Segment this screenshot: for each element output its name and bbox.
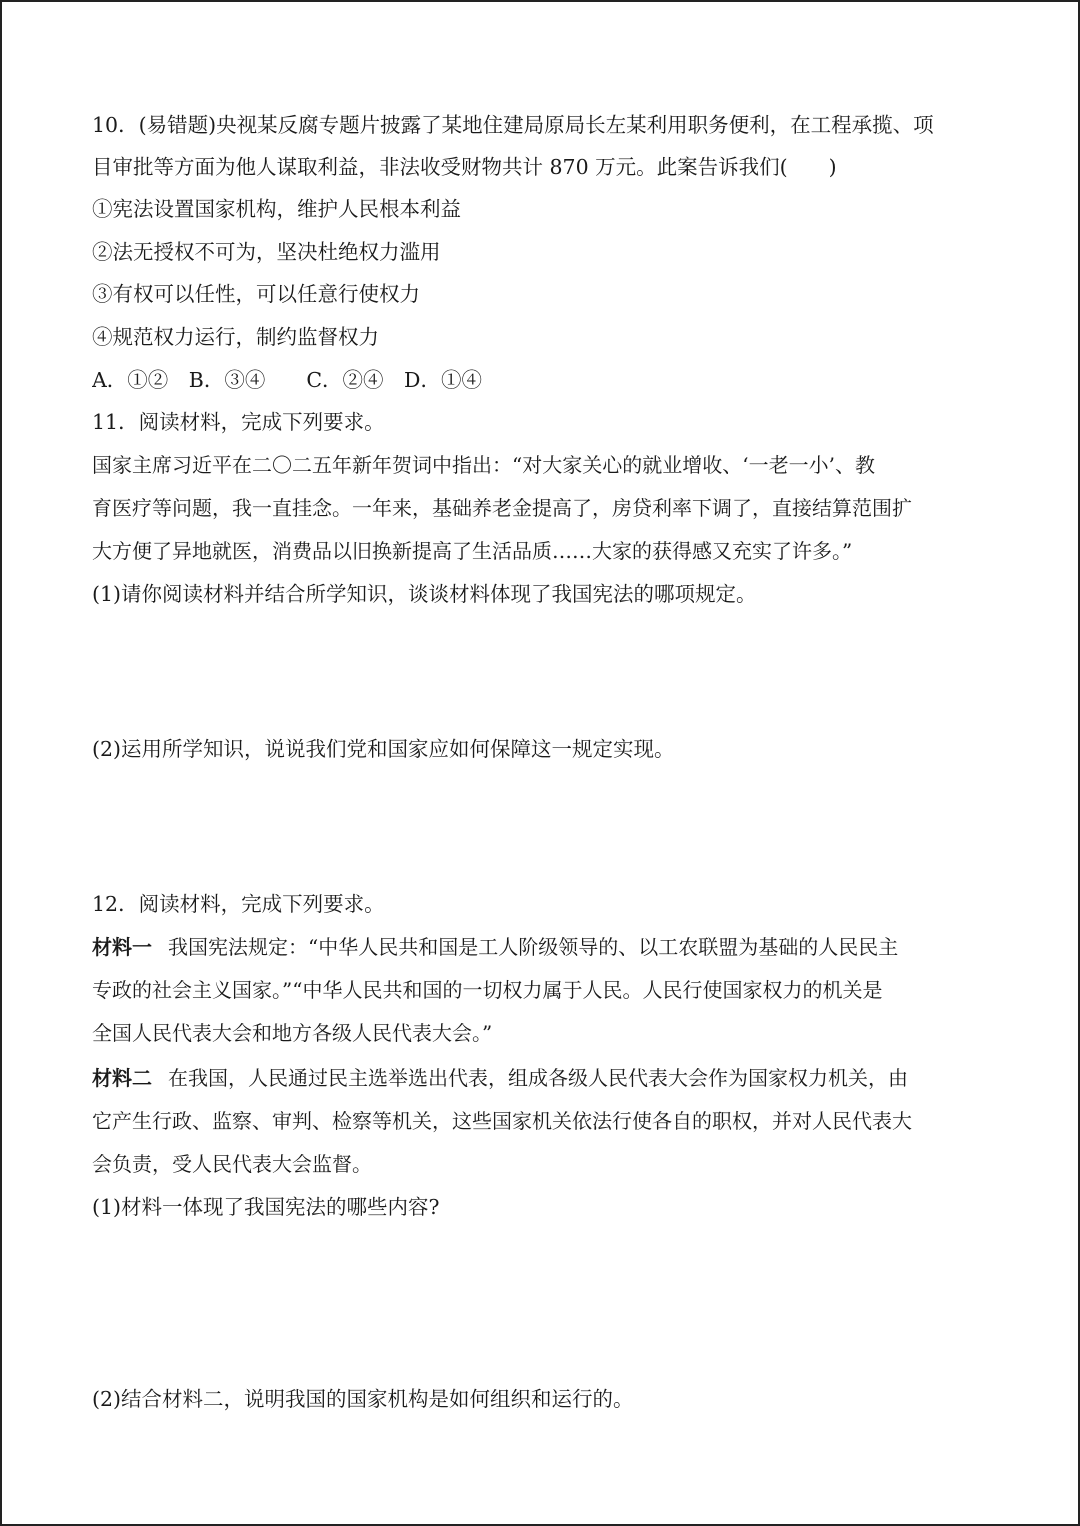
q10-option-2: ②法无授权不可为，坚决杜绝权力滥用 <box>92 240 441 264</box>
material-1-text: 我国宪法规定：“中华人民共和国是工人阶级领导的、以工农联盟为基础的人民民主 <box>168 935 899 959</box>
q10-stem-line-2: 目审批等方面为他人谋取利益，非法收受财物共计 870 万元。此案告诉我们( ) <box>92 155 837 179</box>
q12-material-1-line-2: 专政的社会主义国家。”“中华人民共和国的一切权力属于人民。人民行使国家权力的机关是 <box>92 978 883 1002</box>
q12-subquestion-2: (2)结合材料二，说明我国的国家机构是如何组织和运行的。 <box>92 1387 634 1411</box>
q11-material-line-3: 大方便了异地就医，消费品以旧换新提高了生活品质……大家的获得感又充实了许多。” <box>92 539 853 563</box>
material-2-text: 在我国，人民通过民主选举选出代表，组成各级人民代表大会作为国家权力机关，由 <box>168 1066 908 1090</box>
q12-material-1-line-1 <box>92 933 992 961</box>
q10-option-1: ①宪法设置国家机构，维护人民根本利益 <box>92 197 461 221</box>
q10-stem-line-1: 10．(易错题)央视某反腐专题片披露了某地住建局原局长左某利用职务便利，在工程承揽、项 <box>92 113 934 137</box>
q10-option-4: ④规范权力运行，制约监督权力 <box>92 325 379 349</box>
q11-material-line-2: 育医疗等问题，我一直挂念。一年来，基础养老金提高了，房贷利率下调了，直接结算范围扩 <box>92 496 912 520</box>
q12-subquestion-1: (1)材料一体现了我国宪法的哪些内容? <box>92 1195 440 1219</box>
q11-subquestion-1: (1)请你阅读材料并结合所学知识，谈谈材料体现了我国宪法的哪项规定。 <box>92 582 757 606</box>
q10-option-3: ③有权可以任性，可以任意行使权力 <box>92 282 420 306</box>
q11-subquestion-2: (2)运用所学知识，说说我们党和国家应如何保障这一规定实现。 <box>92 737 675 761</box>
q12-material-2-line-1 <box>92 1064 992 1092</box>
material-1-label: 材料一 <box>92 935 152 959</box>
q10-choices: A．①② B．③④ C．②④ D．①④ <box>92 368 482 392</box>
q12-material-2-line-3: 会负责，受人民代表大会监督。 <box>92 1152 372 1176</box>
q12-title: 12．阅读材料，完成下列要求。 <box>92 892 385 916</box>
q11-material-line-1: 国家主席习近平在二〇二五年新年贺词中指出：“对大家关心的就业增收、‘一老一小’、教 <box>92 453 875 477</box>
q12-material-1-line-3: 全国人民代表大会和地方各级人民代表大会。” <box>92 1021 493 1045</box>
q12-material-2-line-2: 它产生行政、监察、审判、检察等机关，这些国家机关依法行使各自的职权，并对人民代表大 <box>92 1109 912 1133</box>
q11-title: 11．阅读材料，完成下列要求。 <box>92 410 385 434</box>
material-2-label: 材料二 <box>92 1066 152 1090</box>
